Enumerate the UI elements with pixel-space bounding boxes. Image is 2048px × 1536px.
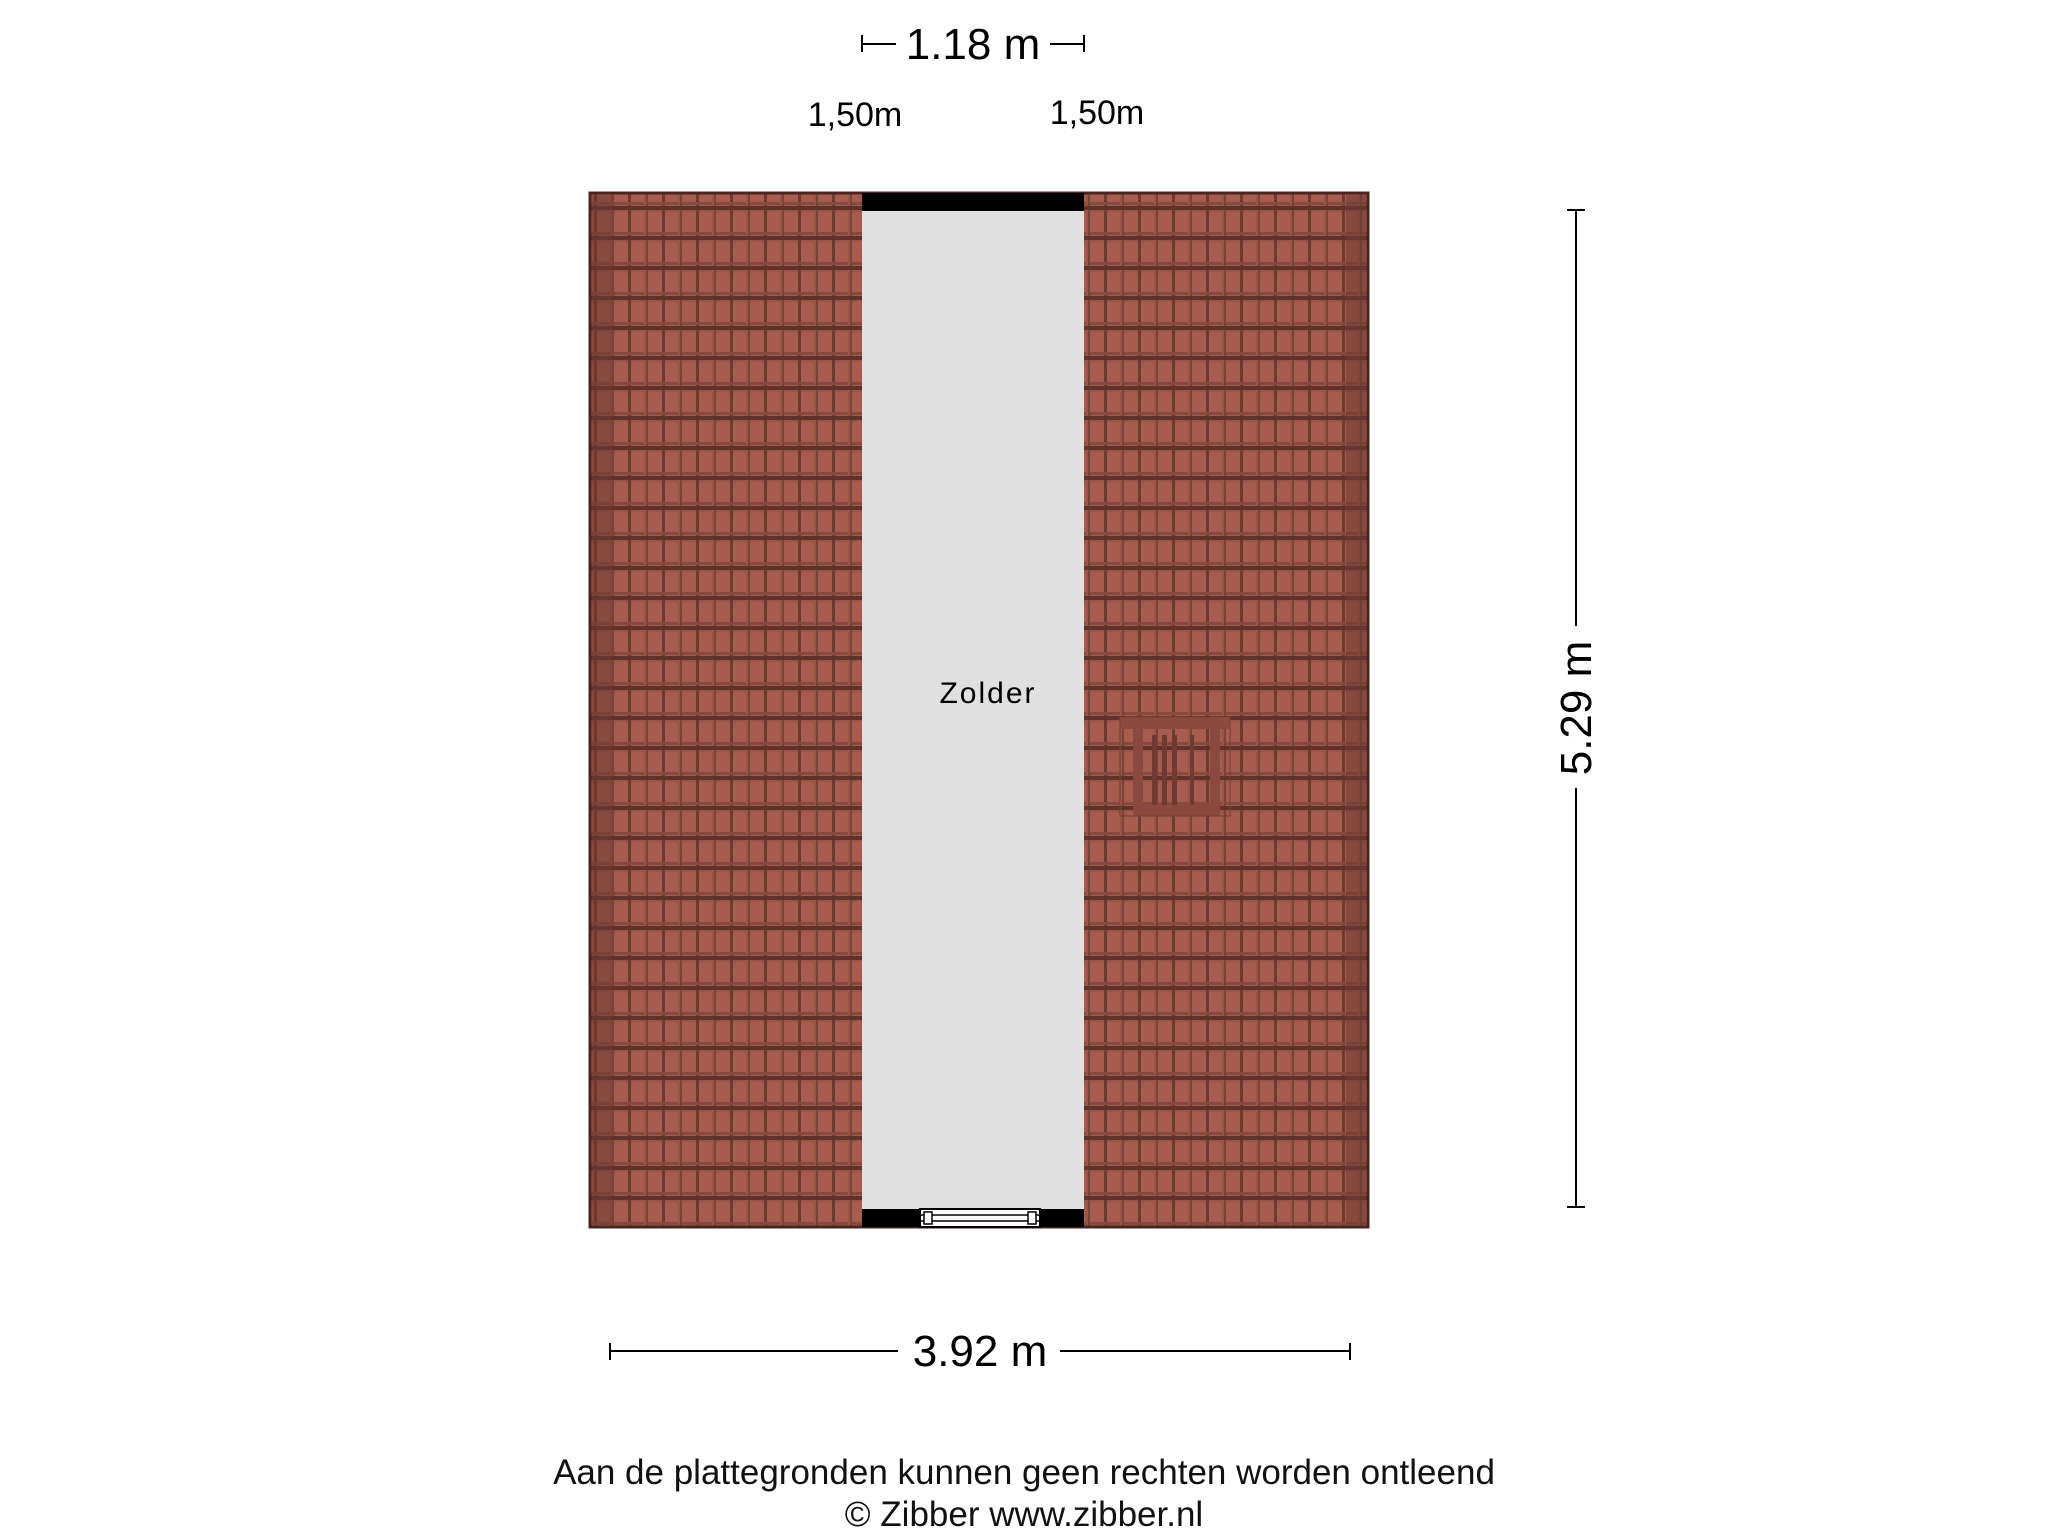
attic-floor xyxy=(862,193,1084,1227)
roof-left-edge xyxy=(592,195,612,1225)
bottom-dimension xyxy=(610,1327,1350,1376)
right-slope-label: 1,50m xyxy=(1049,94,1145,132)
bottom-dimension-label: 3.92 m xyxy=(912,1327,1048,1376)
roof-right-edge xyxy=(1346,195,1366,1225)
left-slope-label: 1,50m xyxy=(807,96,903,134)
right-dimension-label: 5.29 m xyxy=(1552,640,1601,776)
bottom-wall-left xyxy=(862,1209,920,1227)
top-dimension-label: 1.18 m xyxy=(905,20,1041,69)
disclaimer-text: Aan de plattegronden kunnen geen rechten worden ontleend xyxy=(553,1453,1495,1492)
bottom-wall-right xyxy=(1040,1209,1084,1227)
window-icon xyxy=(920,1209,1040,1227)
room-label: Zolder xyxy=(939,677,1037,710)
right-dimension xyxy=(1552,210,1601,1207)
copyright-text: © Zibber www.zibber.nl xyxy=(844,1495,1204,1534)
top-wall xyxy=(862,193,1084,211)
top-dimension xyxy=(862,20,1084,69)
